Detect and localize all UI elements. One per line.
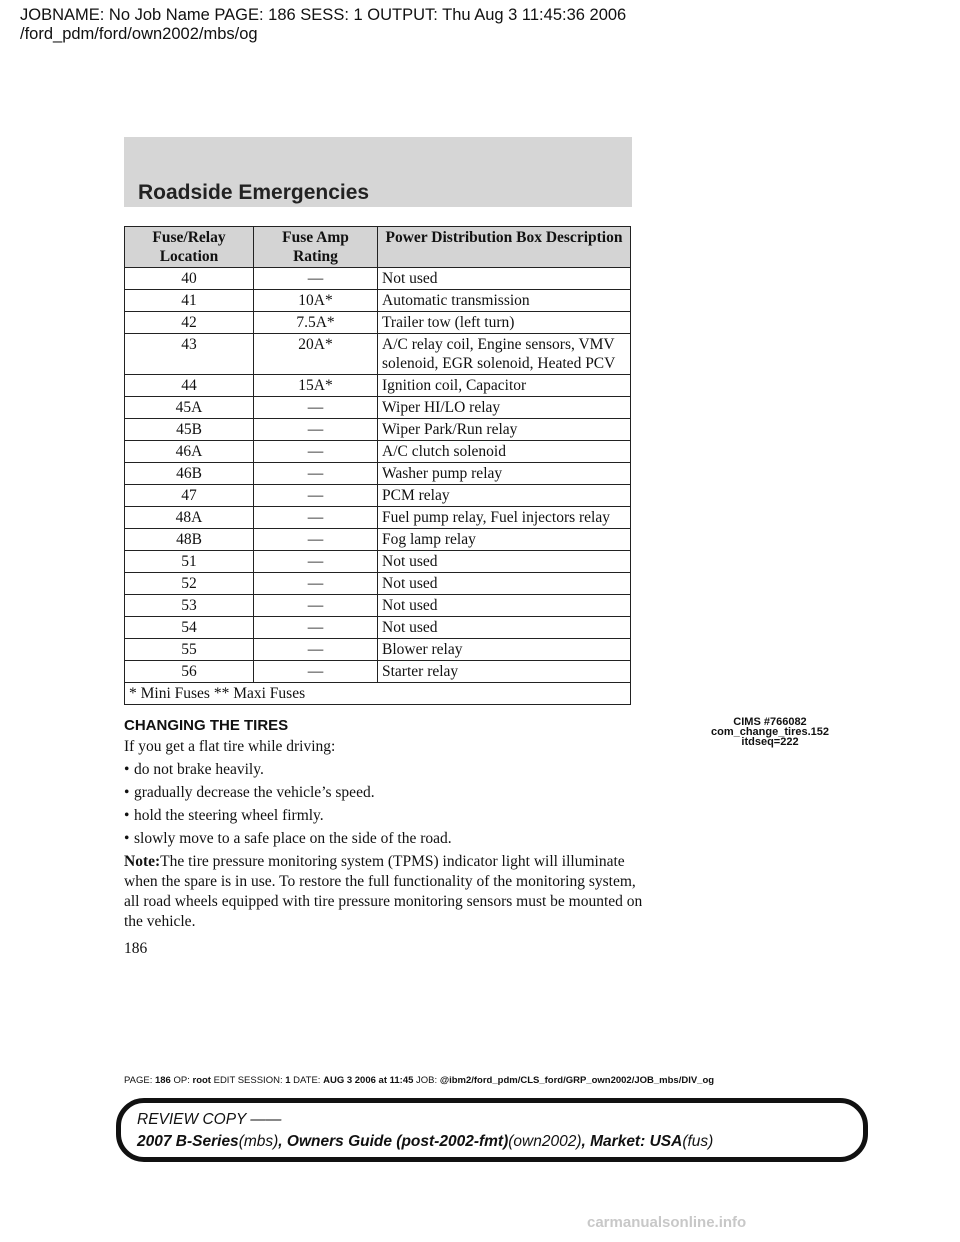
cell-description: Wiper Park/Run relay [378, 419, 631, 441]
section-heading: CHANGING THE TIRES [124, 717, 289, 734]
page-number: 186 [124, 940, 148, 957]
table-row [125, 312, 631, 334]
cell-location: 41 [125, 290, 254, 312]
cell-location: 52 [125, 573, 254, 595]
list-item [124, 760, 644, 780]
review-market-label: , Market: [581, 1133, 646, 1150]
footer-page-label: PAGE: [124, 1075, 153, 1086]
cell-description: Not used [378, 617, 631, 639]
cell-description: Not used [378, 551, 631, 573]
cell-location: 45B [125, 419, 254, 441]
footer-job-value: @ibm2/ford_pdm/CLS_ford/GRP_own2002/JOB_mbs/DIV_og [439, 1075, 715, 1086]
bullet-icon: • [124, 830, 130, 847]
table-row [125, 419, 631, 441]
cell-description: A/C clutch solenoid [378, 441, 631, 463]
bullet-icon: • [124, 761, 130, 778]
table-row [125, 639, 631, 661]
table-row [125, 334, 631, 375]
review-copy-label: REVIEW COPY —— [137, 1111, 282, 1128]
bullet-list [124, 760, 644, 849]
footer-session-label: EDIT SESSION: [213, 1075, 283, 1086]
table-row [125, 595, 631, 617]
cell-location: 54 [125, 617, 254, 639]
cell-amp-rating: — [254, 397, 378, 419]
cims-seq: itdseq=222 [741, 736, 799, 748]
table-row [125, 268, 631, 290]
header-description: Power Distribution Box Description [378, 227, 631, 268]
cell-location: 51 [125, 551, 254, 573]
bullet-text: do not brake heavily. [134, 761, 264, 778]
cell-location: 56 [125, 661, 254, 683]
footer-date-label: DATE: [293, 1075, 321, 1086]
cell-description: Ignition coil, Capacitor [378, 375, 631, 397]
intro-paragraph: If you get a flat tire while driving: [124, 738, 336, 755]
bullet-icon: • [124, 784, 130, 801]
cell-location: 55 [125, 639, 254, 661]
cims-number: CIMS #766082 [733, 716, 807, 728]
cell-amp-rating: — [254, 419, 378, 441]
bullet-icon: • [124, 807, 130, 824]
cell-amp-rating: — [254, 661, 378, 683]
cell-description: Washer pump relay [378, 463, 631, 485]
cell-amp-rating: — [254, 595, 378, 617]
cell-description: Blower relay [378, 639, 631, 661]
review-market: USA [649, 1133, 683, 1150]
cell-amp-rating: — [254, 485, 378, 507]
review-model: 2007 B-Series [137, 1133, 239, 1150]
cell-location: 42 [125, 312, 254, 334]
cell-amp-rating: — [254, 529, 378, 551]
list-item [124, 829, 644, 849]
cell-description: Not used [378, 595, 631, 617]
cell-amp-rating: 20A* [254, 334, 378, 375]
bullet-text: slowly move to a safe place on the side of the road. [134, 830, 452, 847]
bullet-text: hold the steering wheel firmly. [134, 807, 324, 824]
review-copy-details [137, 1133, 713, 1151]
table-row [125, 617, 631, 639]
cell-location: 53 [125, 595, 254, 617]
cell-amp-rating: — [254, 463, 378, 485]
footer-date-value: AUG 3 2006 at 11:45 [323, 1075, 414, 1086]
header-amp-rating: Fuse Amp Rating [254, 227, 378, 268]
footer-session-value: 1 [285, 1075, 291, 1086]
cell-location: 46A [125, 441, 254, 463]
cell-location: 47 [125, 485, 254, 507]
cell-location: 44 [125, 375, 254, 397]
cell-location: 46B [125, 463, 254, 485]
cell-description: Not used [378, 573, 631, 595]
cell-description: Fuel pump relay, Fuel injectors relay [378, 507, 631, 529]
section-title: Roadside Emergencies [138, 181, 370, 204]
note-label: Note: [124, 853, 161, 870]
cell-amp-rating: — [254, 268, 378, 290]
review-guide-code: (own2002) [508, 1133, 582, 1150]
cell-description: PCM relay [378, 485, 631, 507]
review-copy-box [116, 1098, 868, 1162]
job-header-line1: JOBNAME: No Job Name PAGE: 186 SESS: 1 OUTPUT: Thu Aug 3 11:45:36 2006 [20, 6, 627, 24]
cell-location: 45A [125, 397, 254, 419]
cell-description: A/C relay coil, Engine sensors, VMV solenoid, EGR solenoid, Heated PCV [378, 334, 631, 375]
header-location: Fuse/Relay Location [125, 227, 254, 268]
cims-file: com_change_tires.152 [710, 726, 829, 738]
fuse-table [124, 226, 631, 705]
table-row [125, 290, 631, 312]
cell-location: 40 [125, 268, 254, 290]
table-header-row [125, 227, 631, 268]
cell-amp-rating: — [254, 441, 378, 463]
cell-description: Automatic transmission [378, 290, 631, 312]
table-row [125, 485, 631, 507]
bullet-text: gradually decrease the vehicle’s speed. [134, 784, 375, 801]
job-header-line2: /ford_pdm/ford/own2002/mbs/og [20, 25, 258, 43]
table-row [125, 507, 631, 529]
list-item [124, 783, 644, 803]
table-row [125, 573, 631, 595]
print-footer [124, 1075, 714, 1086]
review-guide: Owners Guide (post-2002-fmt) [286, 1133, 509, 1150]
list-item [124, 806, 644, 826]
table-footnote-row [125, 683, 631, 705]
section-banner [124, 137, 632, 207]
cell-location: 43 [125, 334, 254, 375]
cell-amp-rating: — [254, 507, 378, 529]
cell-amp-rating: — [254, 573, 378, 595]
cell-location: 48A [125, 507, 254, 529]
table-row [125, 397, 631, 419]
cell-description: Trailer tow (left turn) [378, 312, 631, 334]
cell-description: Starter relay [378, 661, 631, 683]
cell-amp-rating: — [254, 639, 378, 661]
note-paragraph [124, 852, 644, 932]
footer-job-label: JOB: [416, 1075, 438, 1086]
cell-amp-rating: — [254, 617, 378, 639]
table-row [125, 529, 631, 551]
cell-amp-rating: 7.5A* [254, 312, 378, 334]
cell-description: Wiper HI/LO relay [378, 397, 631, 419]
cell-amp-rating: — [254, 551, 378, 573]
review-market-code: (fus) [682, 1133, 714, 1150]
footer-page-value: 186 [154, 1075, 171, 1086]
cell-location: 48B [125, 529, 254, 551]
table-row [125, 551, 631, 573]
cell-amp-rating: 15A* [254, 375, 378, 397]
footer-op-label: OP: [173, 1075, 190, 1086]
cell-amp-rating: 10A* [254, 290, 378, 312]
footer-op-value: root [192, 1075, 211, 1086]
review-sep: , [278, 1133, 283, 1150]
cell-description: Fog lamp relay [378, 529, 631, 551]
job-header [20, 6, 626, 44]
table-row [125, 463, 631, 485]
table-row [125, 661, 631, 683]
table-footnote: * Mini Fuses ** Maxi Fuses [125, 683, 631, 705]
note-text: The tire pressure monitoring system (TPMS) indicator light will illuminate when the spare is in use. To restore the full functionality of the monitoring system, all road wheels equipped with tire pressure monitoring sensors must be mounted on the vehicle. [124, 853, 643, 930]
review-model-code: (mbs) [238, 1133, 279, 1150]
changing-tires-section [124, 716, 644, 935]
cell-description: Not used [378, 268, 631, 290]
table-body [125, 268, 631, 683]
table-row [125, 441, 631, 463]
cims-note [700, 717, 840, 747]
table-row [125, 375, 631, 397]
watermark-logo: carmanualsonline.info [587, 1214, 747, 1231]
